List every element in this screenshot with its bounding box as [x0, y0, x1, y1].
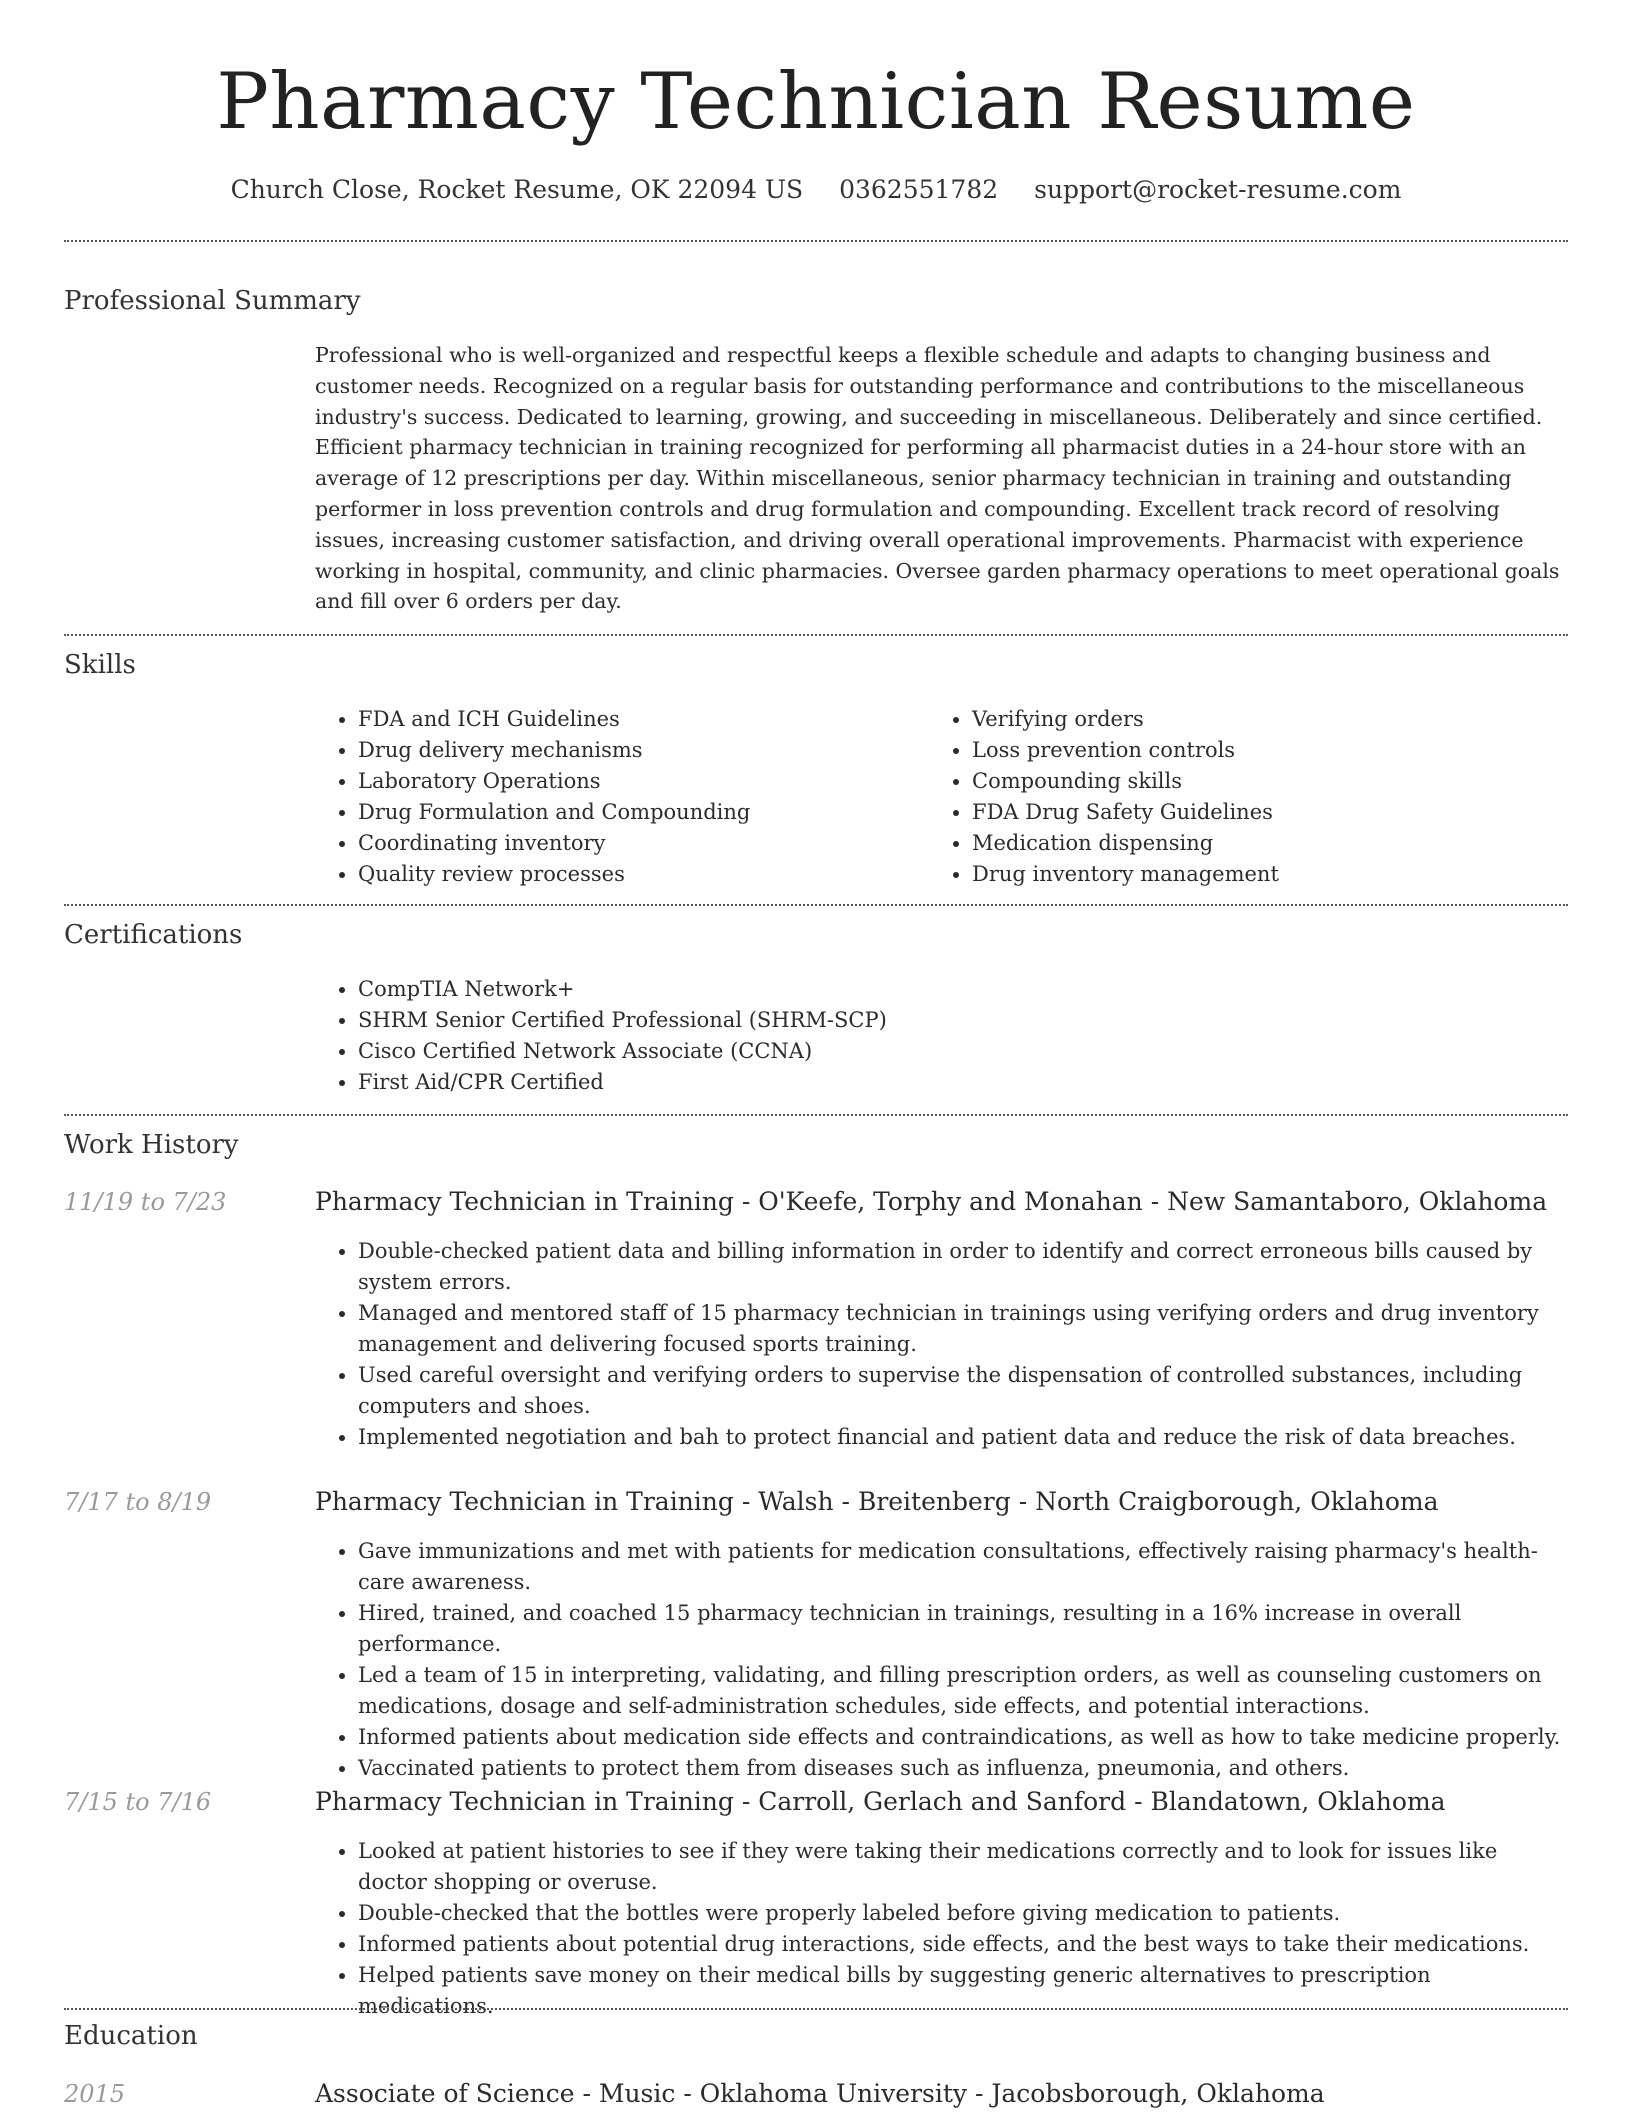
skill-item: • Laboratory Operations	[358, 766, 915, 797]
job-bullet: • Helped patients save money on their medical bills by suggesting generic alternatives to prescription medications.	[358, 1960, 1568, 2022]
skill-item: • Quality review processes	[358, 859, 915, 890]
section-heading-education: Education	[64, 2021, 198, 2051]
education-title: Associate of Science - Music - Oklahoma University - Jacobsborough, Oklahoma	[315, 2079, 1325, 2108]
job-bullet: • Hired, trained, and coached 15 pharmacy technician in trainings, resulting in a 16% increase in overall performance.	[358, 1598, 1568, 1660]
skills-list-left	[315, 704, 915, 890]
skills-list-right	[929, 704, 1529, 890]
skill-item: • Drug inventory management	[972, 859, 1529, 890]
certification-item: • SHRM Senior Certified Professional (SHRM-SCP)	[358, 1005, 1568, 1036]
certification-item: • First Aid/CPR Certified	[358, 1067, 1568, 1098]
job-bullet: • Informed patients about potential drug interactions, side effects, and the best ways to take their medications.	[358, 1929, 1568, 1960]
skill-item: • Verifying orders	[972, 704, 1529, 735]
job-bullets	[315, 1236, 1568, 1453]
job-title: Pharmacy Technician in Training - O'Keefe, Torphy and Monahan - New Samantaboro, Oklahoma	[315, 1187, 1548, 1216]
skill-item: • Medication dispensing	[972, 828, 1529, 859]
job-bullet: • Managed and mentored staff of 15 pharmacy technician in trainings using verifying orders and drug inventory management and delivering focused sports training.	[358, 1298, 1568, 1360]
job-bullet: • Looked at patient histories to see if they were taking their medications correctly and to look for issues like doctor shopping or overuse.	[358, 1836, 1568, 1898]
job-bullet: • Double-checked patient data and billing information in order to identify and correct erroneous bills caused by system errors.	[358, 1236, 1568, 1298]
section-heading-summary: Professional Summary	[64, 286, 361, 316]
section-heading-certifications: Certifications	[64, 920, 243, 950]
skill-item: • Drug Formulation and Compounding	[358, 797, 915, 828]
job-bullet: • Used careful oversight and verifying orders to supervise the dispensation of controlled substances, including computers and shoes.	[358, 1360, 1568, 1422]
skill-item: • Coordinating inventory	[358, 828, 915, 859]
certification-item: • CompTIA Network+	[358, 974, 1568, 1005]
certifications-list	[315, 974, 1568, 1098]
divider	[64, 634, 1568, 636]
skill-item: • Compounding skills	[972, 766, 1529, 797]
job-bullet: • Led a team of 15 in interpreting, validating, and filling prescription orders, as well as counseling customers on medications, dosage and self-administration schedules, side effects, and potential interactions.	[358, 1660, 1568, 1722]
job-title: Pharmacy Technician in Training - Carroll, Gerlach and Sanford - Blandatown, Oklahoma	[315, 1787, 1446, 1816]
job-bullet: • Double-checked that the bottles were properly labeled before giving medication to patients.	[358, 1898, 1568, 1929]
contact-email: support@rocket-resume.com	[1034, 175, 1402, 204]
contact-line	[64, 170, 1568, 210]
divider	[64, 904, 1568, 906]
job-bullet: • Gave immunizations and met with patients for medication consultations, effectively raising pharmacy's health-care awareness.	[358, 1536, 1568, 1598]
job-dates: 11/19 to 7/23	[64, 1188, 227, 1216]
skill-item: • Drug delivery mechanisms	[358, 735, 915, 766]
job-bullet: • Vaccinated patients to protect them from diseases such as influenza, pneumonia, and others.	[358, 1753, 1568, 1784]
section-heading-skills: Skills	[64, 650, 136, 680]
job-dates: 7/17 to 8/19	[64, 1488, 212, 1516]
certification-item: • Cisco Certified Network Associate (CCNA)	[358, 1036, 1568, 1067]
divider	[64, 240, 1568, 242]
skill-item: • Loss prevention controls	[972, 735, 1529, 766]
job-title: Pharmacy Technician in Training - Walsh - Breitenberg - North Craigborough, Oklahoma	[315, 1487, 1439, 1516]
job-bullets	[315, 1536, 1568, 1784]
divider	[64, 1114, 1568, 1116]
job-bullet: • Informed patients about medication side effects and contraindications, as well as how to take medicine properly.	[358, 1722, 1568, 1753]
job-bullets	[315, 1836, 1568, 2022]
section-heading-work-history: Work History	[64, 1130, 239, 1160]
summary-text: Professional who is well-organized and respectful keeps a flexible schedule and adapts to changing business and customer needs. Recognized on a regular basis for outstanding performance and contributions to the miscellaneous industry's success. Dedicated to learning, growing, and succeeding in miscellaneous. Deliberately and since certified. Efficient pharmacy technician in training recognized for performing all pharmacist duties in a 24-hour store with an average of 12 prescriptions per day. Within miscellaneous, senior pharmacy technician in training and outstanding performer in loss prevention controls and drug formulation and compounding. Excellent track record of resolving issues, increasing customer satisfaction, and driving overall operational improvements. Pharmacist with experience working in hospital, community, and clinic pharmacies. Oversee garden pharmacy operations to meet operational goals and fill over 6 orders per day.	[315, 343, 1560, 614]
contact-phone: 0362551782	[839, 175, 999, 204]
job-dates: 7/15 to 7/16	[64, 1788, 212, 1816]
education-year: 2015	[64, 2080, 126, 2108]
skill-item: • FDA Drug Safety Guidelines	[972, 797, 1529, 828]
skill-item: • FDA and ICH Guidelines	[358, 704, 915, 735]
contact-address: Church Close, Rocket Resume, OK 22094 US	[230, 175, 804, 204]
job-bullet: • Implemented negotiation and bah to protect financial and patient data and reduce the risk of data breaches.	[358, 1422, 1568, 1453]
divider	[64, 2008, 1568, 2010]
resume-title: Pharmacy Technician Resume	[216, 57, 1416, 147]
